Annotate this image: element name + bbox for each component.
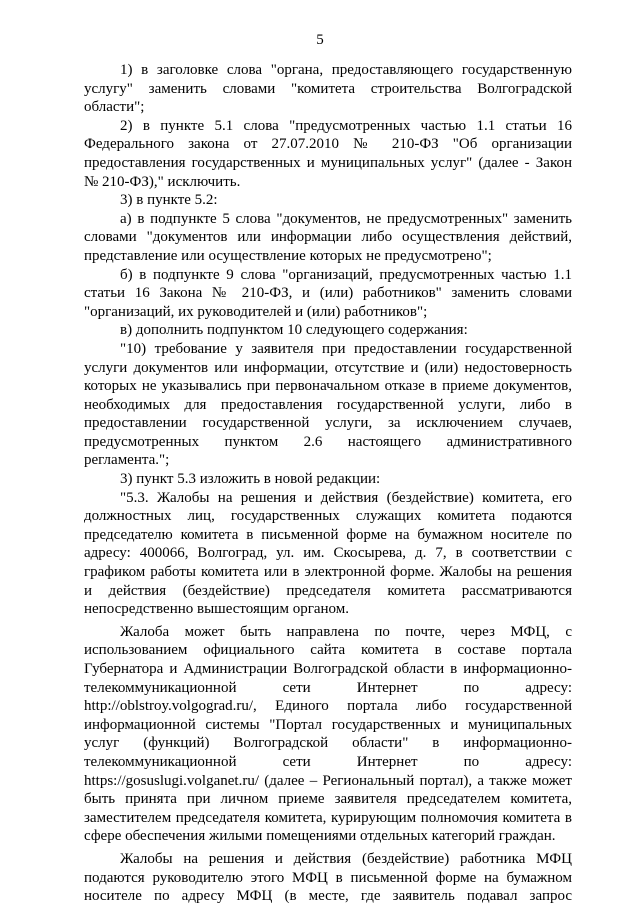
document-body <box>84 61 572 906</box>
paragraph-1-title-amendment: 1) в заголовке слова "органа, предоставляющего государственную услугу" заменить словами "комитета строительства Волгоградской области"; <box>84 62 572 116</box>
paragraph-subclause-10-text: "10) требование у заявителя при предоставлении государственной услуги документов или информации, отсутствие и (или) недостоверность которых не указывались при первоначальном отказе в приеме документов, необходимых для предоставления государственной услуги, либо в предоставлении государственной услуги, за исключением случаев, предусмотренных пунктом 2.6 настоящего административного регламента."; <box>84 340 572 469</box>
paragraph-complaint-channels: Жалоба может быть направлена по почте, через МФЦ, с использованием официального сайта комитета в составе портала Губернатора и Администрации Волгоградской области в информационно-телекоммуникационной сети Интернет по адресу: http://oblstroy.volgograd.ru/, Единого портала либо государственной информационной системы "Портал государственных и муниципальных услуг (функций) Волгоградской области" в информационно-телекоммуникационной сети Интернет по адресу: https://gosuslugi.volganet.ru/ (далее – Региональный портал), а также может быть принята при личном приеме заявителя председателем комитета, заместителем председателя комитета, курирующим полномочия комитета в сфере обеспечения жилыми помещениями отдельных категорий граждан. <box>84 623 572 845</box>
paragraph-subclause-a: а) в подпункте 5 слова "документов, не предусмотренных" заменить словами "документов или информации либо осуществления действий, представление или осуществление которых не предусмотрено"; <box>84 210 572 264</box>
paragraph-clause-5-3: 3) пункт 5.3 изложить в новой редакции: <box>120 471 381 488</box>
paragraph-3-clause-5-2: 3) в пункте 5.2: <box>120 192 218 209</box>
paragraph-subclause-c: в) дополнить подпунктом 10 следующего содержания: <box>120 322 468 339</box>
paragraph-subclause-b: б) в подпункте 9 слова "организаций, предусмотренных частью 1.1 статьи 16 Закона № 210-ФЗ, и (или) работников" заменить словами "организаций, их руководителей и (или) работников"; <box>84 266 572 320</box>
paragraph-mfc-complaints: Жалобы на решения и действия (бездействие) работника МФЦ подаются руководителю этого МФЦ в письменной форме на бумажном носителе по адресу МФЦ (в месте, где заявитель подавал запрос <box>84 850 572 905</box>
page-number: 5 <box>316 32 324 48</box>
paragraph-clause-5-3-text: "5.3. Жалобы на решения и действия (бездействие) комитета, его должностных лиц, государственных служащих комитета подаются председателю комитета в письменной форме на бумажном носителе по адресу: 400066, Волгоград, ул. им. Скосырева, д. 7, в соответствии с графиком работы комитета или в электронной форме. Жалобы на решения и действия (бездействие) председателя комитета рассматриваются непосредственно вышестоящим органом. <box>84 489 572 618</box>
paragraph-2-clause-5-1: 2) в пункте 5.1 слова "предусмотренных частью 1.1 статьи 16 Федерального закона от 27.07.2010 № 210-ФЗ "Об организации предоставления государственных и муниципальных услуг" (далее - Закон № 210-ФЗ)," исключить. <box>84 117 572 190</box>
